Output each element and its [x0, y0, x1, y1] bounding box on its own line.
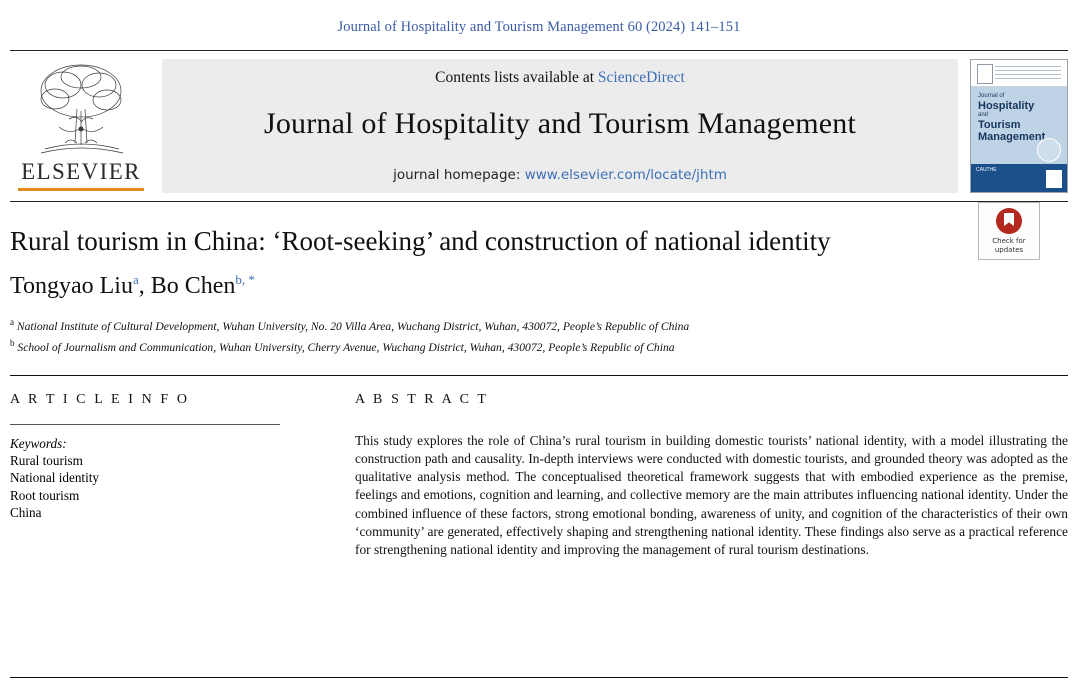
affiliation-text: School of Journalism and Communication, Wuhan University, Cherry Avenue, Wuchang District, Wuhan, 430072, People’s Republic of China: [17, 341, 675, 355]
author-affiliation-marker: a: [132, 272, 139, 287]
cover-footer-text: CAUTHE: [976, 167, 997, 173]
abstract-column: [310, 376, 1068, 559]
crossmark-icon: [996, 208, 1022, 234]
elsevier-wordmark: ELSEVIER: [21, 159, 141, 184]
author-separator: ,: [138, 273, 151, 299]
keywords-label: Keywords:: [10, 435, 67, 451]
journal-cover-thumbnail: [970, 59, 1068, 193]
keyword-item: National identity: [10, 470, 99, 486]
keyword-item: Root tourism: [10, 487, 80, 503]
crossmark-label-line2: updates: [994, 246, 1024, 254]
keywords-divider: [10, 424, 280, 425]
page-title: Rural tourism in China: ‘Root-seeking’ and construction of national identity: [10, 226, 831, 256]
abstract-heading: A B S T R A C T: [355, 391, 489, 407]
journal-homepage-link[interactable]: www.elsevier.com/locate/jhtm: [524, 167, 727, 183]
affiliation-marker: b: [10, 338, 15, 349]
homepage-line: [393, 167, 727, 183]
crossmark-check-for-updates[interactable]: [978, 202, 1040, 260]
section-divider-bottom: [10, 677, 1068, 678]
author-list: [10, 272, 1068, 300]
journal-title: Journal of Hospitality and Tourism Management: [263, 107, 857, 140]
cover-circle-decoration: [1037, 138, 1061, 162]
contents-prefix: Contents lists available at: [435, 69, 595, 86]
affiliation-marker: a: [10, 317, 14, 327]
contents-line: [435, 69, 685, 87]
elsevier-logo: [10, 51, 152, 201]
affiliation-item: [10, 335, 1068, 356]
sciencedirect-link[interactable]: ScienceDirect: [597, 69, 685, 86]
cover-line3: and: [978, 112, 989, 118]
affiliation-text: National Institute of Cultural Development, Wuhan University, No. 20 Villa Area, Wuchang District, Wuhan, 430072, People’s Republic of China: [16, 319, 690, 333]
cover-line1: Journal of: [978, 93, 1005, 99]
cover-line2: Hospitality: [978, 100, 1035, 112]
cover-line4: Tourism: [978, 119, 1021, 131]
elsevier-rule: [18, 188, 144, 191]
journal-masthead: [10, 50, 1068, 202]
cover-top-band: [971, 60, 1067, 87]
abstract-text: This study explores the role of China’s rural tourism in building domestic tourists’ national identity, with a model illustrating the construction path and causality. In-depth interviews were conducted with domestic tourists, and grounded theory was adopted as the qualitative analysis method. The conceptualised theoretical framework suggests that with embodied experience as the premise, feelings and emotions, cognition and learning, and collective memory are the main attributes influencing national identity. Under the combined influence of these factors, strong emotional bonding, awareness of unity, and cognition of the characteristics of their own ‘community’ are generated, effectively shaping and strengthening national identity. These findings also serve as a practical reference for strengthening national identity and improving the management of rural tourism destinations.: [355, 432, 1068, 557]
author-name[interactable]: Bo Chen: [150, 273, 236, 299]
crossmark-label: [979, 237, 1039, 255]
affiliation-item: [10, 314, 1068, 335]
crossmark-label-line1: Check for: [992, 237, 1026, 245]
article-info-heading: A R T I C L E I N F O: [10, 391, 190, 407]
info-abstract-grid: [10, 376, 1068, 559]
elsevier-tree-icon: [25, 57, 137, 161]
masthead-center: [162, 59, 958, 193]
keyword-item: Rural tourism: [10, 452, 83, 468]
affiliation-list: [10, 314, 1068, 357]
author-name[interactable]: Tongyao Liu: [10, 273, 133, 299]
title-block: [10, 224, 1068, 357]
cauthe-logo-icon: [1046, 170, 1062, 188]
keyword-item: China: [10, 505, 42, 521]
author-affiliation-marker: b, *: [235, 272, 255, 287]
cover-line5: Management: [978, 131, 1046, 143]
running-head: Journal of Hospitality and Tourism Management 60 (2024) 141–151: [337, 19, 741, 35]
article-info-column: [10, 376, 310, 559]
homepage-prefix: journal homepage:: [393, 167, 521, 183]
